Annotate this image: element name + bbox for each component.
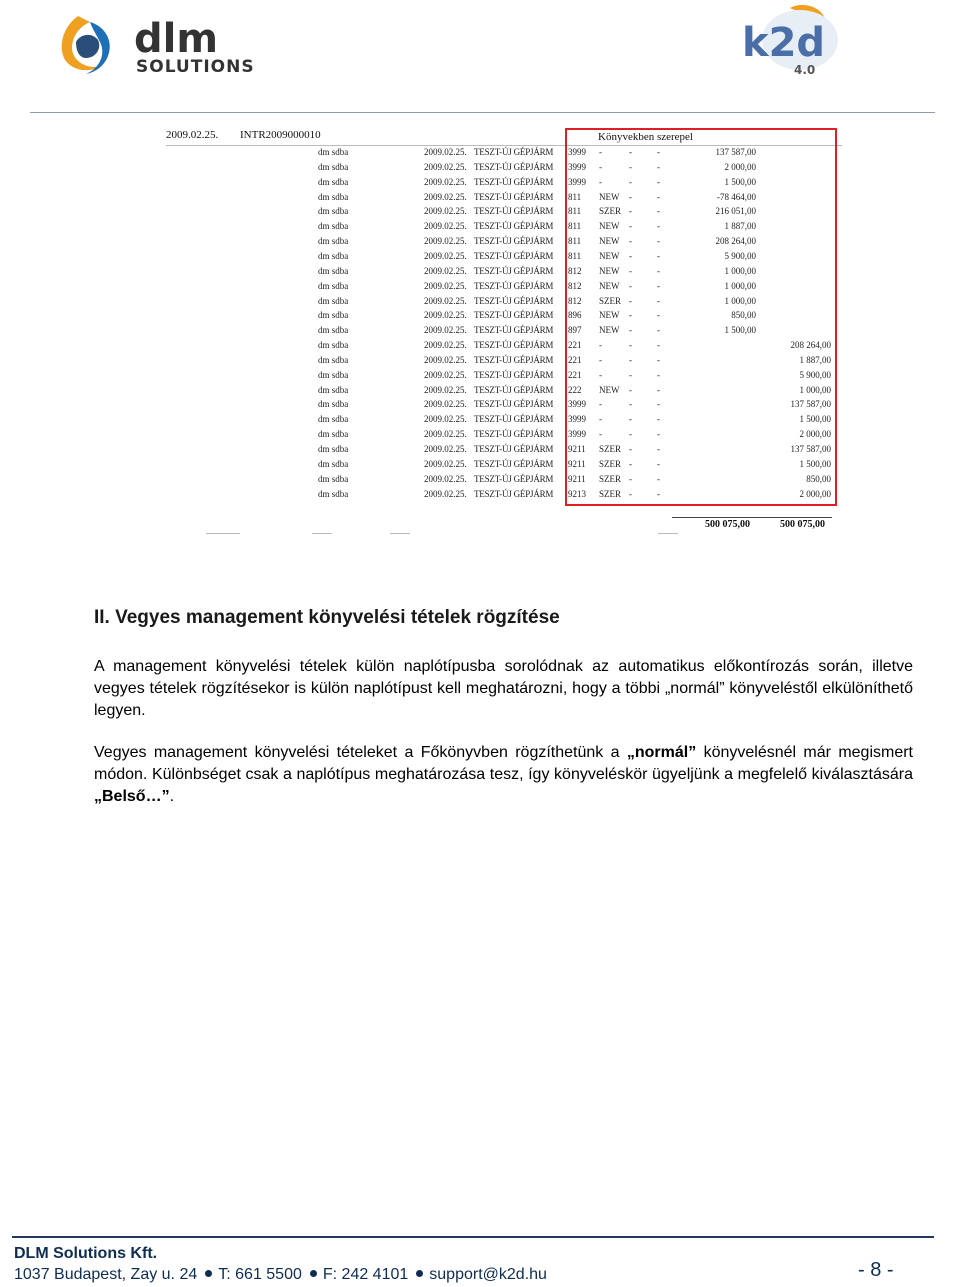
cell-date: 2009.02.25. [424, 325, 467, 336]
cell-user: dm sdba [318, 399, 349, 410]
cell-d1: - [629, 429, 632, 440]
cell-code: 812 [568, 265, 582, 276]
cell-desc: TESZT-ÚJ GÉPJÁRM [474, 473, 554, 484]
cell-amt2: 850,00 [806, 473, 831, 484]
cell-code: 812 [568, 295, 582, 306]
cell-user: dm sdba [318, 488, 349, 499]
cell-user: dm sdba [318, 310, 349, 321]
cell-user: dm sdba [318, 340, 349, 351]
cell-code: 811 [568, 236, 582, 247]
cell-st: SZER [599, 295, 622, 306]
bullet-icon [416, 1270, 423, 1277]
cell-d1: - [629, 488, 632, 499]
cell-d1: - [629, 280, 632, 291]
cell-amt1: 1 887,00 [724, 221, 756, 232]
logo-subtitle: SOLUTIONS [136, 57, 255, 77]
cell-code: 221 [568, 369, 582, 380]
cell-d2: - [657, 236, 660, 247]
cell-desc: TESZT-ÚJ GÉPJÁRM [474, 221, 554, 232]
cell-d1: - [629, 414, 632, 425]
cell-d2: - [657, 147, 660, 157]
cell-date: 2009.02.25. [424, 414, 467, 425]
cell-d1: - [629, 265, 632, 276]
cell-d2: - [657, 176, 660, 187]
highlight-frame [565, 128, 837, 506]
footer-contact [14, 1266, 547, 1284]
cell-code: 221 [568, 340, 582, 351]
cell-code: 811 [568, 221, 582, 232]
cell-amt1: 5 900,00 [724, 250, 756, 261]
cell-d2: - [657, 354, 660, 365]
logo-k2d-text: k2d [742, 20, 826, 66]
cell-d2: - [657, 340, 660, 351]
cell-user: dm sdba [318, 354, 349, 365]
cell-amt2: 1 887,00 [799, 354, 831, 365]
footer-fax: F: 242 4101 [322, 1266, 409, 1283]
cell-desc: TESZT-ÚJ GÉPJÁRM [474, 429, 554, 440]
cell-d2: - [657, 473, 660, 484]
cell-d2: - [657, 325, 660, 336]
cell-user: dm sdba [318, 369, 349, 380]
cell-d1: - [629, 369, 632, 380]
cell-st: NEW [599, 236, 620, 247]
cell-amt1: 208 264,00 [715, 236, 756, 247]
cell-desc: TESZT-ÚJ GÉPJÁRM [474, 206, 554, 217]
cell-amt2: 1 500,00 [799, 458, 831, 469]
cell-date: 2009.02.25. [424, 161, 467, 172]
cell-d2: - [657, 369, 660, 380]
cell-desc: TESZT-ÚJ GÉPJÁRM [474, 414, 554, 425]
cell-st: SZER [599, 206, 622, 217]
cell-d2: - [657, 399, 660, 410]
p2-text-c: . [169, 788, 175, 805]
cell-code: 3999 [568, 147, 586, 157]
cell-code: 896 [568, 310, 582, 321]
cell-st: NEW [599, 265, 620, 276]
faint-mark [658, 533, 678, 534]
cell-st: NEW [599, 191, 620, 202]
cell-amt2: 1 000,00 [799, 384, 831, 395]
report-screenshot [160, 125, 850, 545]
cell-desc: TESZT-ÚJ GÉPJÁRM [474, 444, 554, 454]
footer-company: DLM Solutions Kft. [14, 1245, 158, 1262]
faint-mark [390, 533, 410, 534]
cell-desc: TESZT-ÚJ GÉPJÁRM [474, 384, 554, 395]
cell-d1: - [629, 221, 632, 232]
cell-user: dm sdba [318, 147, 349, 157]
cell-d1: - [629, 161, 632, 172]
cell-user: dm sdba [318, 221, 349, 232]
cell-amt1: -78 464,00 [717, 191, 756, 202]
cell-st: NEW [599, 280, 620, 291]
report-doc-id: INTR2009000010 [240, 129, 321, 141]
cell-user: dm sdba [318, 280, 349, 291]
cell-amt2: 5 900,00 [799, 369, 831, 380]
cell-d1: - [629, 444, 632, 454]
cell-st: SZER [599, 458, 622, 469]
footer-email[interactable]: support@k2d.hu [429, 1266, 547, 1283]
cell-st: - [599, 176, 602, 187]
footer-phone: T: 661 5500 [218, 1266, 302, 1283]
cell-st: - [599, 429, 602, 440]
cell-desc: TESZT-ÚJ GÉPJÁRM [474, 399, 554, 410]
cell-d1: - [629, 191, 632, 202]
logo-version: 4.0 [794, 63, 816, 77]
cell-code: 9211 [568, 444, 586, 454]
cell-code: 3999 [568, 399, 586, 410]
cell-amt1: 216 051,00 [715, 206, 756, 217]
cell-amt2: 208 264,00 [790, 340, 831, 351]
cell-date: 2009.02.25. [424, 176, 467, 187]
cell-date: 2009.02.25. [424, 295, 467, 306]
cell-code: 897 [568, 325, 582, 336]
cell-d2: - [657, 310, 660, 321]
cell-user: dm sdba [318, 191, 349, 202]
cell-d2: - [657, 161, 660, 172]
cell-d2: - [657, 444, 660, 454]
cell-desc: TESZT-ÚJ GÉPJÁRM [474, 340, 554, 351]
cell-st: SZER [599, 444, 622, 454]
cell-st: NEW [599, 310, 620, 321]
cell-code: 3999 [568, 429, 586, 440]
cell-date: 2009.02.25. [424, 250, 467, 261]
cell-date: 2009.02.25. [424, 310, 467, 321]
cell-code: 9213 [568, 488, 586, 499]
cell-st: NEW [599, 221, 620, 232]
cell-code: 3999 [568, 161, 586, 172]
cell-d1: - [629, 206, 632, 217]
cell-amt2: 2 000,00 [799, 429, 831, 440]
cell-d2: - [657, 458, 660, 469]
cell-user: dm sdba [318, 444, 349, 454]
cell-amt2: 2 000,00 [799, 488, 831, 499]
cell-st: - [599, 399, 602, 410]
cell-desc: TESZT-ÚJ GÉPJÁRM [474, 488, 554, 499]
cell-date: 2009.02.25. [424, 280, 467, 291]
page-number: - 8 - [858, 1259, 894, 1281]
cell-date: 2009.02.25. [424, 236, 467, 247]
cell-amt1: 850,00 [731, 310, 756, 321]
cell-date: 2009.02.25. [424, 340, 467, 351]
cell-date: 2009.02.25. [424, 265, 467, 276]
cell-amt1: 137 587,00 [715, 147, 756, 157]
cell-st: - [599, 354, 602, 365]
cell-desc: TESZT-ÚJ GÉPJÁRM [474, 458, 554, 469]
cell-code: 9211 [568, 458, 586, 469]
cell-d2: - [657, 414, 660, 425]
cell-user: dm sdba [318, 429, 349, 440]
highlight-title: Könyvekben szerepel [598, 131, 693, 143]
cell-amt1: 2 000,00 [724, 161, 756, 172]
cell-date: 2009.02.25. [424, 473, 467, 484]
cell-amt1: 1 000,00 [724, 265, 756, 276]
cell-code: 3999 [568, 414, 586, 425]
cell-st: NEW [599, 325, 620, 336]
k2d-logo [738, 2, 864, 78]
cell-code: 811 [568, 191, 582, 202]
total-credit: 500 075,00 [780, 519, 825, 530]
cell-user: dm sdba [318, 384, 349, 395]
cell-code: 811 [568, 250, 582, 261]
p2-text-b: könyvelésnél már megismert módon. Különbséget csak a naplótípus meghatározása tesz, így könyveléskör ügyeljünk a megfelelő kiválasztására [94, 744, 913, 783]
cell-st: - [599, 147, 602, 157]
cell-d1: - [629, 310, 632, 321]
cell-d1: - [629, 458, 632, 469]
cell-desc: TESZT-ÚJ GÉPJÁRM [474, 236, 554, 247]
cell-d1: - [629, 295, 632, 306]
cell-user: dm sdba [318, 250, 349, 261]
cell-d1: - [629, 473, 632, 484]
p2-text-a: Vegyes management könyvelési tételeket a Főkönyvben rögzíthetünk a [94, 744, 627, 761]
cell-desc: TESZT-ÚJ GÉPJÁRM [474, 161, 554, 172]
cell-date: 2009.02.25. [424, 147, 467, 157]
cell-desc: TESZT-ÚJ GÉPJÁRM [474, 191, 554, 202]
cell-st: SZER [599, 473, 622, 484]
cell-d2: - [657, 280, 660, 291]
cell-amt1: 1 500,00 [724, 176, 756, 187]
cell-amt2: 137 587,00 [790, 444, 831, 454]
cell-d2: - [657, 221, 660, 232]
footer-divider [12, 1236, 934, 1238]
dlm-solutions-logo [56, 12, 296, 80]
cell-date: 2009.02.25. [424, 354, 467, 365]
cell-d2: - [657, 265, 660, 276]
cell-amt1: 1 500,00 [724, 325, 756, 336]
cell-user: dm sdba [318, 295, 349, 306]
cell-date: 2009.02.25. [424, 369, 467, 380]
report-date: 2009.02.25. [166, 129, 219, 141]
cell-date: 2009.02.25. [424, 458, 467, 469]
cell-code: 811 [568, 206, 582, 217]
cell-amt2: 1 500,00 [799, 414, 831, 425]
logo-wordmark: dlm [134, 16, 219, 62]
cell-d2: - [657, 191, 660, 202]
cell-user: dm sdba [318, 176, 349, 187]
total-rule [672, 517, 832, 518]
cell-d1: - [629, 384, 632, 395]
paragraph-2 [94, 742, 913, 808]
section-title: II. Vegyes management könyvelési tételek rögzítése [94, 607, 560, 628]
cell-code: 812 [568, 280, 582, 291]
cell-d2: - [657, 384, 660, 395]
cell-d2: - [657, 295, 660, 306]
faint-mark [206, 533, 240, 534]
cell-date: 2009.02.25. [424, 429, 467, 440]
cell-d1: - [629, 147, 632, 157]
cell-desc: TESZT-ÚJ GÉPJÁRM [474, 295, 554, 306]
total-debit: 500 075,00 [705, 519, 750, 530]
p2-bold-belso: „Belső…” [94, 788, 170, 805]
cell-desc: TESZT-ÚJ GÉPJÁRM [474, 147, 554, 157]
cell-desc: TESZT-ÚJ GÉPJÁRM [474, 250, 554, 261]
cell-code: 222 [568, 384, 582, 395]
cell-st: - [599, 414, 602, 425]
cell-code: 9211 [568, 473, 586, 484]
cell-code: 3999 [568, 176, 586, 187]
bullet-icon [205, 1270, 212, 1277]
cell-user: dm sdba [318, 206, 349, 217]
cell-d1: - [629, 325, 632, 336]
cell-desc: TESZT-ÚJ GÉPJÁRM [474, 325, 554, 336]
cell-date: 2009.02.25. [424, 488, 467, 499]
cell-d1: - [629, 250, 632, 261]
faint-mark [312, 533, 332, 534]
cell-user: dm sdba [318, 458, 349, 469]
cell-d2: - [657, 488, 660, 499]
bullet-icon [310, 1270, 317, 1277]
header-divider [30, 112, 935, 113]
cell-desc: TESZT-ÚJ GÉPJÁRM [474, 280, 554, 291]
cell-st: NEW [599, 250, 620, 261]
cell-user: dm sdba [318, 325, 349, 336]
cell-d1: - [629, 340, 632, 351]
cell-amt1: 1 000,00 [724, 295, 756, 306]
cell-st: NEW [599, 384, 620, 395]
cell-desc: TESZT-ÚJ GÉPJÁRM [474, 310, 554, 321]
cell-code: 221 [568, 354, 582, 365]
cell-st: - [599, 161, 602, 172]
cell-d1: - [629, 399, 632, 410]
cell-d1: - [629, 176, 632, 187]
cell-amt2: 137 587,00 [790, 399, 831, 410]
cell-user: dm sdba [318, 236, 349, 247]
cell-desc: TESZT-ÚJ GÉPJÁRM [474, 369, 554, 380]
cell-amt1: 1 000,00 [724, 280, 756, 291]
cell-st: SZER [599, 488, 622, 499]
cell-desc: TESZT-ÚJ GÉPJÁRM [474, 176, 554, 187]
cell-user: dm sdba [318, 473, 349, 484]
cell-date: 2009.02.25. [424, 444, 467, 454]
cell-d2: - [657, 250, 660, 261]
cell-user: dm sdba [318, 414, 349, 425]
p2-bold-normal: „normál” [626, 744, 697, 761]
footer-address: 1037 Budapest, Zay u. 24 [14, 1266, 198, 1283]
cell-st: - [599, 369, 602, 380]
cell-date: 2009.02.25. [424, 191, 467, 202]
cell-desc: TESZT-ÚJ GÉPJÁRM [474, 354, 554, 365]
cell-d1: - [629, 354, 632, 365]
cell-user: dm sdba [318, 161, 349, 172]
cell-desc: TESZT-ÚJ GÉPJÁRM [474, 265, 554, 276]
cell-d1: - [629, 236, 632, 247]
cell-st: - [599, 340, 602, 351]
cell-d2: - [657, 429, 660, 440]
cell-d2: - [657, 206, 660, 217]
cell-date: 2009.02.25. [424, 221, 467, 232]
cell-date: 2009.02.25. [424, 399, 467, 410]
paragraph-1: A management könyvelési tételek külön naplótípusba sorolódnak az automatikus előkontírozás során, illetve vegyes tételek rögzítésekor is külön naplótípust kell meghatározni, hogy a többi „normál” könyveléstől elkülöníthető legyen. [94, 658, 913, 719]
cell-date: 2009.02.25. [424, 384, 467, 395]
cell-date: 2009.02.25. [424, 206, 467, 217]
cell-user: dm sdba [318, 265, 349, 276]
